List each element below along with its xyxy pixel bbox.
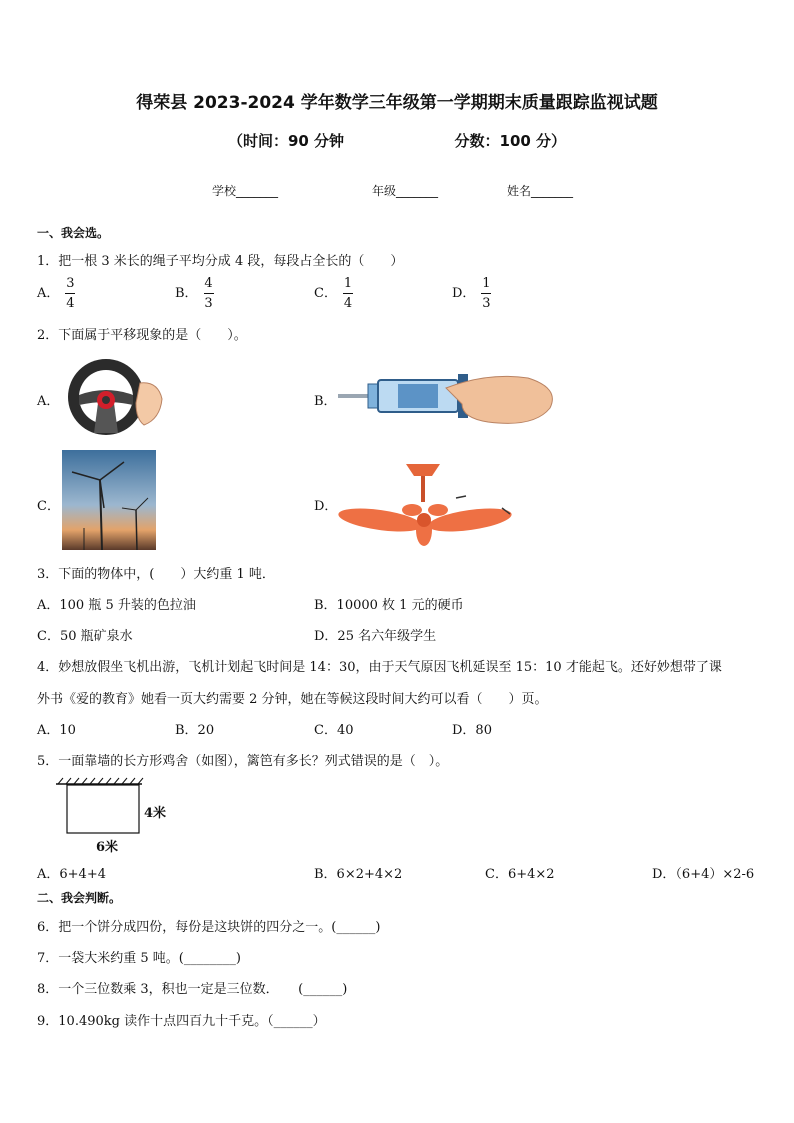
q3-option-c: C．50 瓶矿泉水 (37, 629, 133, 644)
coop-height-label: 4米 (144, 806, 167, 821)
q2-option-a: A． (37, 394, 60, 409)
question-3: 3．下面的物体中，( ）大约重 1 吨． (37, 567, 275, 582)
question-9: 9．10.490kg 读作十点四百九十千克。（______） (37, 1014, 326, 1029)
question-2: 2．下面属于平移现象的是（ ）。 (37, 328, 247, 343)
q1-option-d: D． $\frac{1}{3}$ (452, 276, 491, 311)
page-title: 得荣县 2023-2024 学年数学三年级第一学期期末质量跟踪监视试题 (136, 93, 658, 113)
q1-option-c: C． $\frac{1}{4}$ (314, 276, 353, 311)
total-score: 分数：100 分） (454, 132, 567, 150)
q3-option-d: D．25 名六年级学生 (314, 629, 437, 644)
question-4-line1: 4．妙想放假坐飞机出游，飞机计划起飞时间是 14：30，由于天气原因飞机延误至 15：10 才能起飞。还好妙想带了课 (37, 660, 722, 675)
q4-option-b: B．20 (175, 723, 215, 738)
q4-option-c: C．40 (314, 723, 354, 738)
question-5: 5．一面靠墙的长方形鸡舍（如图），篱笆有多长？列式错误的是（ ）。 (37, 754, 449, 769)
q2-option-c: C． (37, 499, 60, 514)
question-4-line2: 外书《爱的教育》她看一页大约需要 2 分钟，她在等候这段时间大约可以看（ ）页。 (37, 692, 548, 707)
question-6: 6．把一个饼分成四份，每份是这块饼的四分之一。(______) (37, 920, 381, 935)
exam-meta (0, 130, 794, 151)
q3-option-a: A．100 瓶 5 升装的色拉油 (37, 598, 196, 613)
q1-option-a: A． $\frac{3}{4}$ (37, 276, 75, 311)
q2-option-d: D． (314, 499, 338, 514)
q5-option-c: C．6+4×2 (485, 867, 555, 882)
q5-option-b: B．6×2+4×2 (314, 867, 403, 882)
q2-option-b: B． (314, 394, 337, 409)
grade-field: 年级_______ (372, 184, 439, 198)
q5-option-d: D．（6+4）×2-6 (652, 867, 755, 882)
q4-option-d: D．80 (452, 723, 492, 738)
q3-option-b: B．10000 枚 1 元的硬币 (314, 598, 464, 613)
school-field: 学校_______ (212, 184, 279, 198)
coop-width-label: 6米 (96, 840, 119, 855)
q4-option-a: A．10 (37, 723, 76, 738)
time-limit: （时间：90 分钟 (227, 132, 345, 150)
ceiling-fan-image (338, 458, 522, 552)
section-judge-title: 二、我会判断。 (37, 891, 122, 905)
syringe-image (338, 368, 560, 436)
steering-wheel-image (62, 355, 166, 443)
q5-option-a: A．6+4+4 (37, 867, 106, 882)
question-7: 7．一袋大米约重 5 吨。(________) (37, 951, 241, 966)
wind-turbines-image (62, 450, 156, 554)
q1-option-b: B． $\frac{4}{3}$ (175, 276, 213, 311)
question-8: 8．一个三位数乘 3，积也一定是三位数． (______) (37, 982, 348, 997)
question-1: 1．把一根 3 米长的绳子平均分成 4 段，每段占全长的（ ） (37, 254, 404, 269)
section-choice-title: 一、我会选。 (37, 226, 110, 240)
name-field: 姓名_______ (507, 184, 574, 198)
